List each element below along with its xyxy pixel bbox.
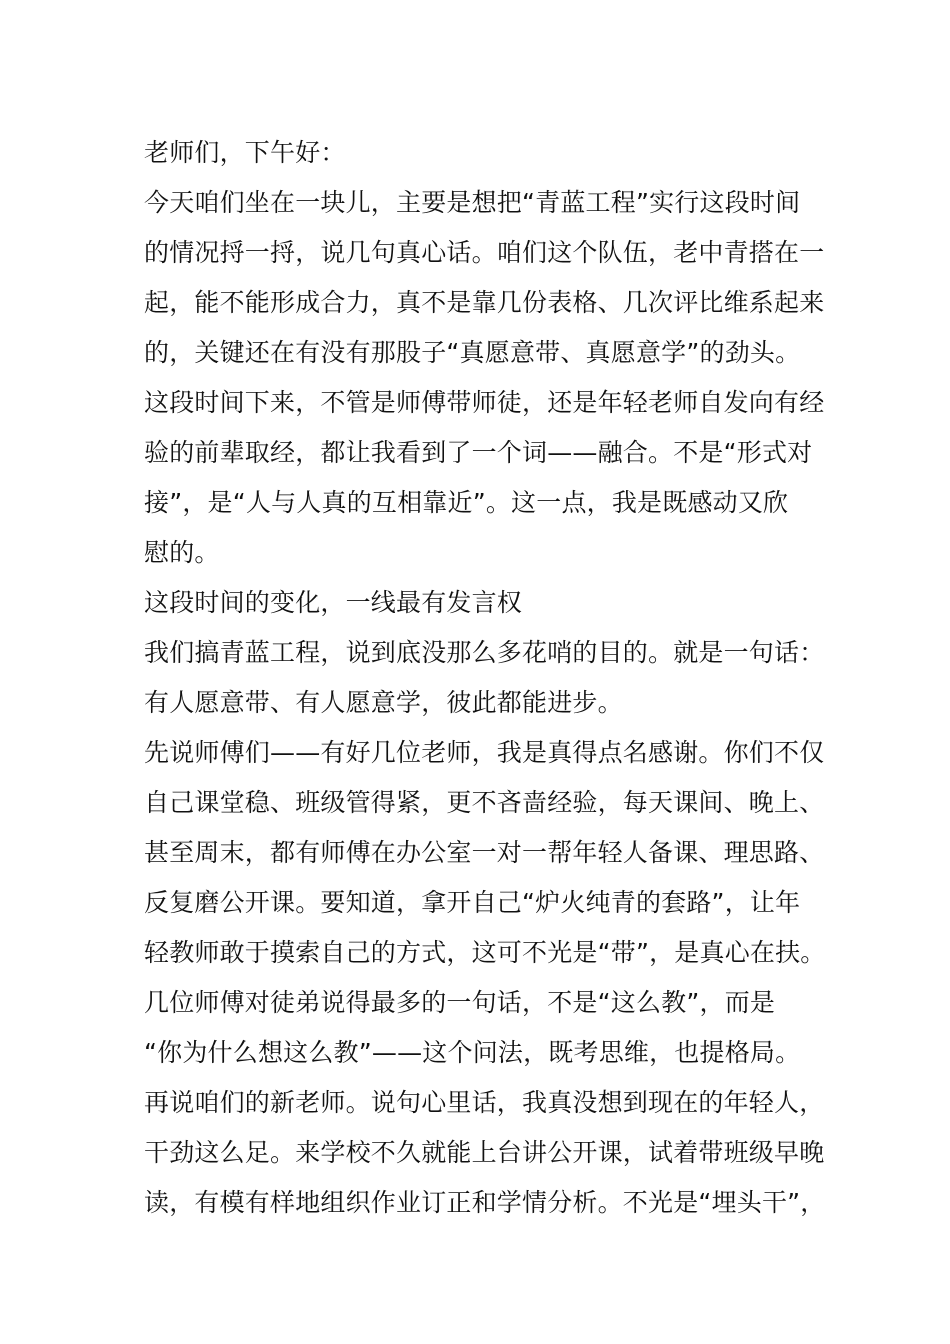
text-line: 接”，是“人与人真的互相靠近”。这一点，我是既感动又欣 [144, 488, 789, 517]
text-line: 读，有模有样地组织作业订正和学情分析。不光是“埋头干”， [144, 1188, 826, 1217]
section-heading: 这段时间的变化，一线最有发言权 [144, 588, 523, 617]
text-line: 再说咱们的新老师。说句心里话，我真没想到现在的年轻人， [144, 1088, 825, 1117]
text-line: 自己课堂稳、班级管得紧，更不吝啬经验，每天课间、晚上、 [144, 788, 825, 817]
text-line: 老师们，下午好： [144, 138, 346, 167]
text-line: “你为什么想这么教”——这个问法，既考思维，也提格局。 [144, 1038, 801, 1067]
text-line: 几位师傅对徒弟说得最多的一句话，不是“这么教”，而是 [144, 988, 776, 1017]
text-line: 有人愿意带、有人愿意学，彼此都能进步。 [144, 688, 623, 717]
text-line: 轻教师敢于摸索自己的方式，这可不光是“带”，是真心在扶。 [144, 938, 826, 967]
text-line: 这段时间下来，不管是师傅带师徒，还是年轻老师自发向有经 [144, 388, 825, 417]
text-line: 起，能不能形成合力，真不是靠几份表格、几次评比维系起来 [144, 288, 825, 317]
document-body [144, 128, 824, 1228]
text-line: 反复磨公开课。要知道，拿开自己“炉火纯青的套路”，让年 [144, 888, 801, 917]
text-line: 的，关键还在有没有那股子“真愿意带、真愿意学”的劲头。 [144, 338, 801, 367]
text-line: 验的前辈取经，都让我看到了一个词——融合。不是“形式对 [144, 438, 813, 467]
text-line: 我们搞青蓝工程，说到底没那么多花哨的目的。就是一句话： [144, 638, 825, 667]
text-line: 干劲这么足。来学校不久就能上台讲公开课，试着带班级早晚 [144, 1138, 825, 1167]
text-line: 先说师傅们——有好几位老师，我是真得点名感谢。你们不仅 [144, 738, 825, 767]
text-line: 慰的。 [144, 538, 220, 567]
text-line: 今天咱们坐在一块儿，主要是想把“青蓝工程”实行这段时间 [144, 188, 801, 217]
text-line: 的情况捋一捋，说几句真心话。咱们这个队伍，老中青搭在一 [144, 238, 825, 267]
text-line: 甚至周末，都有师傅在办公室一对一帮年轻人备课、理思路、 [144, 838, 825, 867]
